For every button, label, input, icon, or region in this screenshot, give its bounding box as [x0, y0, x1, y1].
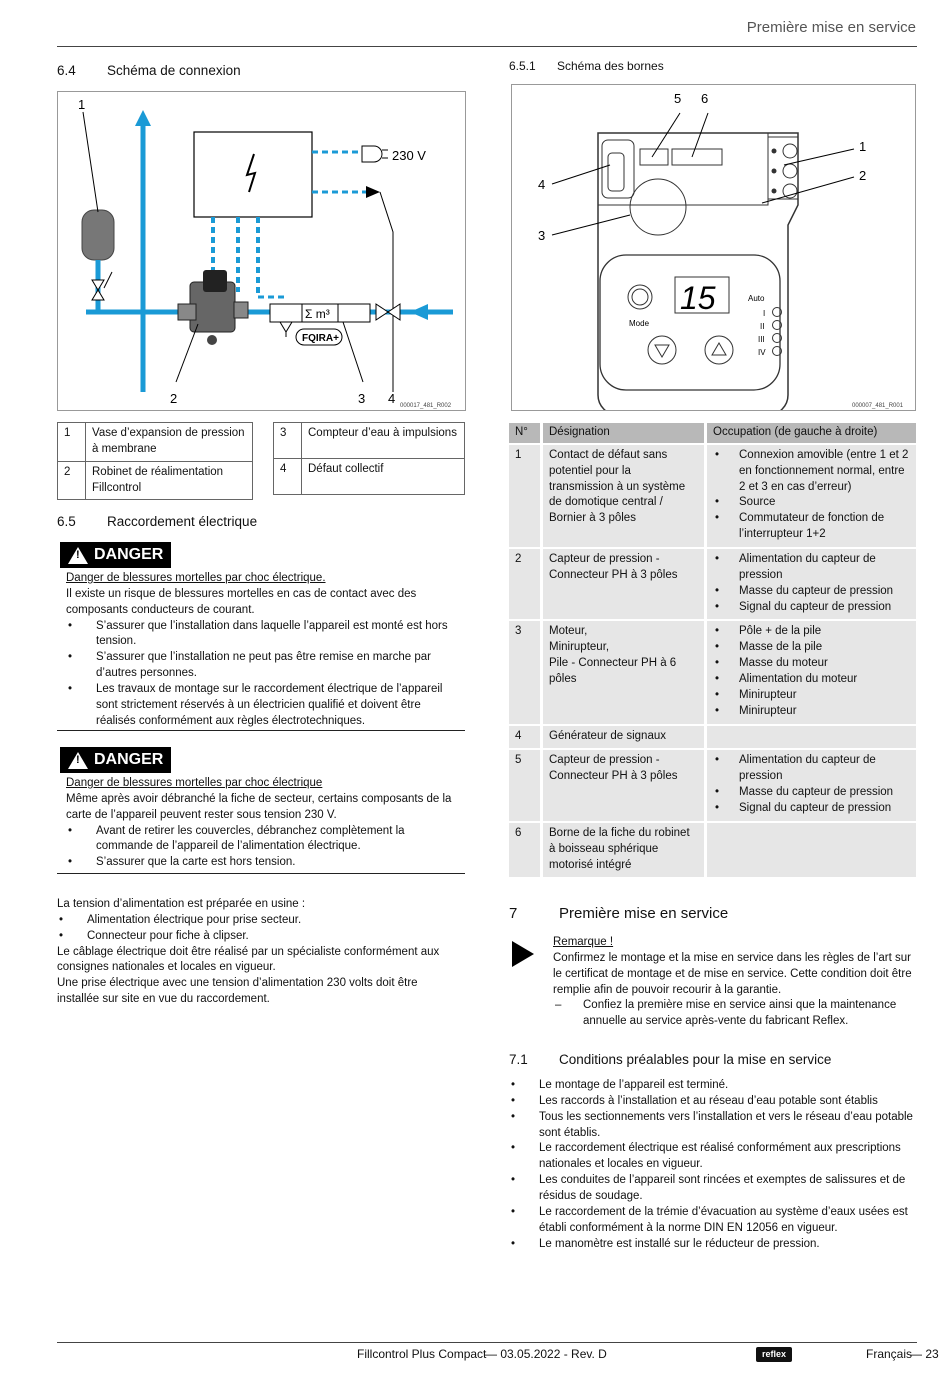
level-3: III	[758, 335, 765, 344]
supply-bullet: • Alimentation électrique pour prise secteur.	[57, 913, 462, 929]
occupation-item: • Masse du capteur de pression	[713, 584, 910, 600]
danger-2-rule	[57, 873, 465, 874]
section-number: 6.5	[57, 514, 76, 529]
table-row	[509, 445, 916, 547]
supply-paragraph: Le câblage électrique doit être réalisé par un spécialiste conformément aux consignes nationales et locales en vigueur.	[57, 945, 440, 974]
remark-text: Confirmez le montage et la mise en service dans les règles de l’art sur le certificat de montage et de mise en service. Cette condition doit être remplie afin de pouvoir recourir à la garantie.	[553, 951, 912, 996]
table-row	[509, 750, 916, 820]
danger-bullet: • S’assurer que l’installation dans laquelle l’appareil est monté est hors tension.	[66, 619, 461, 651]
supply-text-block	[57, 897, 462, 1008]
figure-ref: 000017_481_R002	[400, 403, 452, 409]
section-number: 6.4	[57, 63, 76, 78]
page-number: — 23	[910, 1347, 939, 1361]
reflex-logo: reflex	[756, 1347, 792, 1362]
callout-1: 1	[859, 139, 867, 154]
remark-arrow-icon	[512, 941, 534, 967]
footer-rule	[57, 1342, 917, 1343]
legend-table-left	[57, 422, 253, 500]
terminals-table	[509, 421, 916, 879]
danger-intro: Même après avoir débranché la fiche de secteur, certains composants de la carte de l’appareil peuvent rester sous tension 230 V.	[66, 792, 452, 821]
supply-paragraph: Une prise électrique avec une tension d’alimentation 230 volts doit être installée sur site en vue du raccordement.	[57, 977, 418, 1006]
list-item: • Le manomètre est installé sur le réducteur de pression.	[509, 1237, 915, 1253]
occupation-item: • Signal du capteur de pression	[713, 600, 910, 616]
footer-date: — 03.05.2022 - Rev. D	[485, 1347, 607, 1361]
section-6-5-1-heading	[509, 58, 664, 75]
legend-text: Vase d’expansion de pression à membrane	[86, 423, 253, 462]
row-number: 3	[509, 621, 543, 723]
occupation-item: • Signal du capteur de pression	[713, 801, 910, 817]
section-6-5-heading	[57, 513, 257, 532]
danger-heading: Danger de blessures mortelles par choc électrique.	[66, 572, 326, 584]
meter-label: Σ m³	[305, 307, 330, 321]
remark-heading: Remarque !	[553, 936, 614, 948]
table-row	[58, 423, 253, 462]
terminal-diagram-svg	[512, 85, 915, 410]
section-number: 7.1	[509, 1052, 528, 1067]
section-title: Raccordement électrique	[107, 514, 258, 529]
danger-bullet: • Avant de retirer les couvercles, débranchez complètement la commande de l’appareil de l’alimentation électrique.	[66, 824, 461, 856]
callout-5: 5	[674, 91, 682, 106]
table-row	[509, 549, 916, 619]
callout-3: 3	[538, 228, 546, 243]
occupation-item: • Source	[713, 495, 910, 511]
danger-badge	[60, 747, 171, 773]
row-designation: Pile - Connecteur PH à 6 pôles	[549, 657, 677, 686]
section-7-1-heading	[509, 1051, 831, 1070]
legend-number: 1	[58, 423, 86, 462]
danger-1-block	[66, 571, 461, 730]
callout-4: 4	[538, 177, 546, 192]
section-number: 7	[509, 905, 518, 922]
row-number: 5	[509, 750, 543, 820]
occupation-item: • Commutateur de fonction de l’interrupteur 1+2	[713, 511, 910, 543]
section-title: Schéma des bornes	[557, 59, 664, 73]
remark-block	[553, 935, 915, 1030]
header-rule	[57, 46, 917, 47]
danger-heading: Danger de blessures mortelles par choc électrique	[66, 777, 323, 789]
display-readout: 15	[680, 280, 716, 316]
danger-1-rule	[57, 730, 465, 731]
mode-label: Mode	[629, 319, 650, 328]
legend-text: Compteur d’eau à impulsions	[302, 423, 465, 459]
remark-dash-item: – Confiez la première mise en service ainsi que la maintenance annuelle au service après-vente du fabricant Reflex.	[553, 998, 915, 1030]
danger-label: DANGER	[94, 546, 164, 564]
prerequisites-list	[509, 1078, 915, 1252]
occupation-item: • Alimentation du capteur de pression	[713, 753, 910, 785]
level-2: II	[760, 322, 765, 331]
section-title: Schéma de connexion	[107, 63, 241, 78]
table-row	[274, 423, 465, 459]
section-7-heading	[509, 904, 728, 925]
danger-intro: Il existe un risque de blessures mortelles en cas de contact avec des composants conducteurs de courant.	[66, 587, 417, 616]
occupation-item: • Connexion amovible (entre 1 et 2 en fonctionnement normal, entre 2 et 3 en cas d’erreur)	[713, 448, 910, 496]
list-item: • Le raccordement de la trémie d’évacuation au système d’eaux usées est établi conformément à la norme DIN EN 12056 en vigueur.	[509, 1205, 915, 1237]
section-title: Première mise en service	[559, 905, 729, 922]
danger-label: DANGER	[94, 751, 164, 769]
danger-badge	[60, 542, 171, 568]
list-item: • Tous les sectionnements vers l’installation et vers le réseau d’eau potable sont établis.	[509, 1110, 915, 1142]
list-item: • Le montage de l’appareil est terminé.	[509, 1078, 915, 1094]
table-header-row	[509, 423, 916, 443]
footer-doc-title: Fillcontrol Plus Compact	[357, 1347, 487, 1361]
section-title: Conditions préalables pour la mise en service	[559, 1052, 832, 1067]
voltage-label: 230 V	[392, 148, 426, 163]
table-row	[274, 459, 465, 495]
callout-2: 2	[170, 391, 178, 406]
callout-4: 4	[388, 391, 396, 406]
occupation-item: • Alimentation du moteur	[713, 672, 910, 688]
legend-number: 3	[274, 423, 302, 459]
row-designation: Borne de la fiche du robinet à boisseau sphérique motorisé intégré	[549, 826, 690, 871]
row-number: 4	[509, 726, 543, 749]
list-item: • Les conduites de l’appareil sont rincées et exemptes de salissures et de résidus de soudage.	[509, 1173, 915, 1205]
legend-text: Robinet de réalimentation Fillcontrol	[86, 461, 253, 500]
supply-bullet: • Connecteur pour fiche à clipser.	[57, 929, 462, 945]
table-row	[509, 621, 916, 723]
callout-2: 2	[859, 168, 867, 183]
callout-6: 6	[701, 91, 709, 106]
occupation-item: • Alimentation du capteur de pression	[713, 552, 910, 584]
occupation-item: • Pôle + de la pile	[713, 624, 910, 640]
connection-diagram	[57, 91, 466, 411]
occupation-item: • Minirupteur	[713, 704, 910, 720]
danger-bullet: • S’assurer que l’installation ne peut pas être remise en marche par d’autres personnes.	[66, 650, 461, 682]
legend-number: 4	[274, 459, 302, 495]
section-number: 6.5.1	[509, 59, 536, 73]
running-title: Première mise en service	[746, 19, 916, 36]
occupation-item: • Masse de la pile	[713, 640, 910, 656]
row-number: 6	[509, 823, 543, 878]
fqira-label: FQIRA+	[302, 333, 339, 344]
danger-bullet: • S’assurer que la carte est hors tension.	[66, 855, 461, 871]
occupation-item: • Masse du moteur	[713, 656, 910, 672]
column-header: Occupation (de gauche à droite)	[707, 423, 916, 443]
table-row	[58, 461, 253, 500]
level-4: IV	[758, 348, 766, 357]
terminal-diagram	[511, 84, 916, 411]
section-6-4-heading	[57, 62, 241, 81]
occupation-item: • Minirupteur	[713, 688, 910, 704]
column-header: Désignation	[543, 423, 707, 443]
list-item: • Les raccords à l’installation et au réseau d’eau potable sont établis	[509, 1094, 915, 1110]
row-designation: Générateur de signaux	[549, 729, 666, 742]
danger-2-block	[66, 776, 461, 871]
table-row	[509, 823, 916, 878]
callout-1: 1	[78, 97, 86, 112]
footer-language: Français	[866, 1347, 913, 1361]
callout-3: 3	[358, 391, 366, 406]
row-designation: Minirupteur,	[549, 641, 610, 654]
row-designation: Contact de défaut sans potentiel pour la transmission à un système de domotique central / Bornier à 3 pôles	[549, 448, 686, 525]
legend-number: 2	[58, 461, 86, 500]
connection-diagram-svg	[58, 92, 465, 410]
level-1: I	[763, 309, 766, 318]
legend-text: Défaut collectif	[302, 459, 465, 495]
warning-icon: !	[68, 752, 88, 769]
supply-intro: La tension d’alimentation est préparée en usine :	[57, 898, 306, 910]
table-row	[509, 726, 916, 749]
list-item: • Le raccordement électrique est réalisé conformément aux prescriptions nationales et locales en vigueur.	[509, 1141, 915, 1173]
row-designation: Moteur,	[549, 625, 588, 638]
level-auto: Auto	[748, 294, 765, 303]
column-header: N°	[509, 423, 543, 443]
figure-ref: 000007_481_R001	[852, 403, 904, 409]
warning-icon: !	[68, 547, 88, 564]
occupation-item: • Masse du capteur de pression	[713, 785, 910, 801]
row-designation: Capteur de pression - Connecteur PH à 3 pôles	[549, 553, 678, 581]
danger-bullet: • Les travaux de montage sur le raccordement électrique de l’appareil sont strictement réservés à un électricien qualifié et doivent être réalisés conformément aux règles électrotechniques.	[66, 682, 461, 730]
legend-table-right	[273, 422, 465, 495]
row-number: 2	[509, 549, 543, 619]
row-designation: Capteur de pression - Connecteur PH à 3 pôles	[549, 754, 678, 783]
row-number: 1	[509, 445, 543, 547]
